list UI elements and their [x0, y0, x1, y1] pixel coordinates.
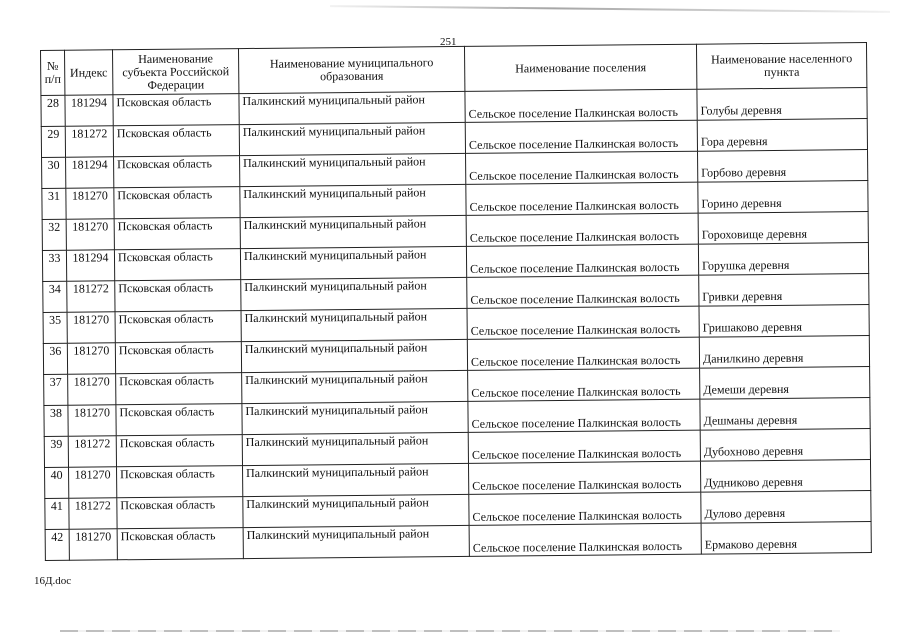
cell-municipality: Палкинский муниципальный район [242, 432, 468, 465]
cell-subject: Псковская область [117, 497, 243, 529]
cell-index: 181272 [68, 436, 116, 467]
cell-subject: Псковская область [114, 218, 240, 250]
cell-locality: Горушка деревня [698, 243, 868, 276]
cell-settlement: Сельское поселение Палкинская волость [468, 368, 700, 401]
cell-subject: Псковская область [113, 94, 239, 126]
cell-locality: Ермаково деревня [701, 522, 871, 555]
cell-num: 41 [45, 498, 69, 529]
cell-locality: Гривки деревня [699, 274, 869, 307]
cell-settlement: Сельское поселение Палкинская волость [468, 461, 700, 494]
cell-index: 181294 [66, 157, 114, 188]
cell-municipality: Палкинский муниципальный район [241, 277, 467, 310]
cell-index: 181270 [67, 312, 115, 343]
cell-index: 181270 [69, 467, 117, 498]
cell-municipality: Палкинский муниципальный район [239, 122, 465, 155]
scan-artifact-bottom [60, 630, 840, 632]
footer-filename: 16Д.doc [34, 575, 72, 587]
cell-index: 181270 [68, 405, 116, 436]
cell-settlement: Сельское поселение Палкинская волость [467, 337, 699, 370]
cell-num: 32 [42, 219, 66, 250]
cell-locality: Гора деревня [697, 119, 867, 152]
cell-municipality: Палкинский муниципальный район [242, 401, 468, 434]
page-number: 251 [440, 36, 457, 48]
cell-subject: Псковская область [117, 528, 243, 560]
cell-num: 29 [41, 126, 65, 157]
cell-subject: Псковская область [116, 435, 242, 467]
settlements-table [40, 42, 872, 561]
cell-settlement: Сельское поселение Палкинская волость [469, 492, 701, 525]
scan-artifact-top [330, 5, 890, 13]
cell-num: 39 [44, 436, 68, 467]
cell-subject: Псковская область [115, 342, 241, 374]
cell-locality: Демеши деревня [700, 367, 870, 400]
cell-settlement: Сельское поселение Палкинская волость [466, 151, 698, 184]
cell-locality: Дешманы деревня [700, 398, 870, 431]
cell-index: 181270 [69, 529, 117, 560]
cell-num: 42 [45, 529, 69, 560]
cell-index: 181270 [68, 374, 116, 405]
cell-settlement: Сельское поселение Палкинская волость [466, 244, 698, 277]
cell-settlement: Сельское поселение Палкинская волость [467, 275, 699, 308]
cell-locality: Дулово деревня [701, 491, 871, 524]
cell-subject: Псковская область [114, 249, 240, 281]
cell-num: 36 [43, 343, 67, 374]
cell-num: 37 [44, 374, 68, 405]
settlements-table-wrapper [40, 42, 872, 561]
cell-locality: Горино деревня [698, 181, 868, 214]
cell-municipality: Палкинский муниципальный район [241, 339, 467, 372]
cell-subject: Псковская область [115, 311, 241, 343]
cell-settlement: Сельское поселение Палкинская волость [468, 399, 700, 432]
cell-index: 181272 [67, 281, 115, 312]
cell-num: 35 [43, 312, 67, 343]
cell-index: 181272 [69, 498, 117, 529]
header-index: Индекс [65, 50, 113, 95]
cell-num: 33 [42, 250, 66, 281]
cell-municipality: Палкинский муниципальный район [240, 246, 466, 279]
table-header-row [41, 43, 867, 96]
cell-num: 28 [41, 95, 65, 126]
cell-locality: Дудниково деревня [700, 460, 870, 493]
table-body [41, 88, 871, 561]
cell-municipality: Палкинский муниципальный район [243, 525, 469, 558]
cell-locality: Гороховище деревня [698, 212, 868, 245]
cell-subject: Псковская область [116, 404, 242, 436]
cell-settlement: Сельское поселение Палкинская волость [465, 120, 697, 153]
cell-index: 181294 [65, 95, 113, 126]
cell-locality: Дубохново деревня [700, 429, 870, 462]
cell-locality: Горбово деревня [698, 150, 868, 183]
cell-num: 34 [43, 281, 67, 312]
table-row [45, 522, 871, 561]
cell-index: 181294 [66, 250, 114, 281]
cell-locality: Голубы деревня [697, 88, 867, 121]
header-settlement: Наименование поселения [464, 44, 696, 91]
cell-index: 181270 [66, 188, 114, 219]
cell-locality: Данилкино деревня [699, 336, 869, 369]
cell-num: 38 [44, 405, 68, 436]
cell-settlement: Сельское поселение Палкинская волость [466, 213, 698, 246]
header-locality: Наименование населенного пункта [696, 43, 866, 90]
cell-num: 30 [42, 157, 66, 188]
cell-settlement: Сельское поселение Палкинская волость [467, 306, 699, 339]
cell-subject: Псковская область [113, 125, 239, 157]
cell-settlement: Сельское поселение Палкинская волость [466, 182, 698, 215]
cell-municipality: Палкинский муниципальный район [241, 308, 467, 341]
cell-settlement: Сельское поселение Палкинская волость [468, 430, 700, 463]
cell-subject: Псковская область [115, 280, 241, 312]
cell-municipality: Палкинский муниципальный район [243, 494, 469, 527]
cell-num: 31 [42, 188, 66, 219]
cell-municipality: Палкинский муниципальный район [239, 91, 465, 124]
header-subject: Наименование субъекта Российской Федерации [113, 49, 239, 95]
cell-municipality: Палкинский муниципальный район [242, 370, 468, 403]
cell-municipality: Палкинский муниципальный район [240, 184, 466, 217]
cell-settlement: Сельское поселение Палкинская волость [469, 523, 701, 556]
cell-municipality: Палкинский муниципальный район [240, 215, 466, 248]
cell-locality: Гришаково деревня [699, 305, 869, 338]
cell-subject: Псковская область [114, 187, 240, 219]
header-num: № п/п [41, 50, 65, 95]
cell-settlement: Сельское поселение Палкинская волость [465, 89, 697, 122]
cell-index: 181272 [65, 126, 113, 157]
cell-index: 181270 [67, 343, 115, 374]
cell-subject: Псковская область [114, 156, 240, 188]
cell-municipality: Палкинский муниципальный район [242, 463, 468, 496]
cell-num: 40 [45, 467, 69, 498]
header-municipality: Наименование муниципального образования [238, 46, 464, 93]
cell-subject: Псковская область [117, 466, 243, 498]
cell-subject: Псковская область [116, 373, 242, 405]
cell-municipality: Палкинский муниципальный район [240, 153, 466, 186]
cell-index: 181270 [66, 219, 114, 250]
